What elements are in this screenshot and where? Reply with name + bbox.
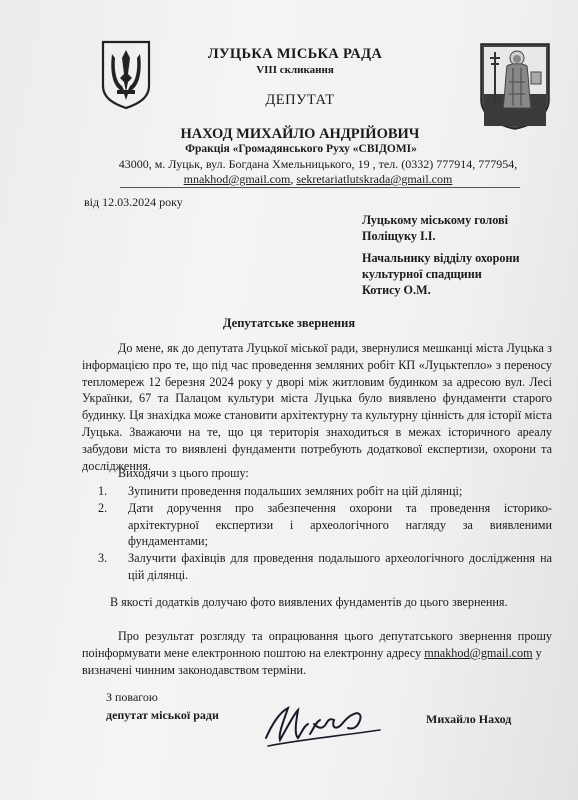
handwritten-signature — [258, 694, 388, 754]
list-number: 1. — [98, 484, 108, 498]
email-link-secretariat[interactable]: sekretariatlutskrada@gmail.com — [296, 172, 453, 186]
text-line: Залучити фахівців для проведення подальшого археологічного дослідження на — [128, 551, 552, 566]
office-address: 43000, м. Луцьк, вул. Богдана Хмельницького, 19 , тел. (0332) 777914, 777954, — [118, 157, 518, 171]
addressee-line: Начальнику відділу охорони — [362, 251, 520, 265]
convocation: VIII скликання — [256, 64, 334, 76]
text-line: забудови міста то виявлені фундаменти потребують додаткової експертизи, охорони та — [82, 441, 552, 456]
addressee-line: Поліщуку І.І. — [362, 229, 436, 243]
addressee-line: Луцькому міському голові — [362, 213, 508, 227]
closing-regards: З повагою — [106, 690, 158, 704]
lutsk-coat-of-arms-icon — [479, 42, 551, 130]
text-line: Дати доручення про забезпечення охорони та проведення історико- — [128, 500, 552, 515]
text-segment: поінформувати мене електронною поштою на електронну адресу — [82, 645, 425, 660]
faction-name: Фракція «Громадянського Руху «СВІДОМІ» — [185, 143, 417, 155]
email-link-personal[interactable]: mnakhod@gmail.com — [183, 172, 291, 186]
attachment-note: В якості додатків долучаю фото виявлених фундаментів до цього звернення. — [110, 595, 508, 609]
list-item — [98, 550, 552, 584]
paragraph-main — [82, 340, 552, 474]
addressee-heritage-dept — [362, 250, 520, 298]
text-line: архітектурної експертизи і археологічного нагляду за виявленими — [128, 517, 552, 532]
text-line: Зупинити проведення подальших земляних робіт на цій ділянці; — [128, 484, 463, 498]
signer-name: Михайло Наход — [426, 712, 512, 726]
list-number: 2. — [98, 500, 108, 515]
text-line: Про результат розгляду та опрацювання цього депутатського звернення прошу — [118, 629, 552, 643]
text-line: будинку. Ця знахідка може становити архітектурну та культурну цінність для історії міста — [82, 408, 552, 423]
contact-emails — [118, 172, 518, 187]
email-link-response[interactable]: mnakhod@gmail.com — [424, 645, 533, 660]
text-line: цій ділянці. — [128, 567, 189, 582]
text-line: Луцька. Зважаючи на те, що ця територія знаходиться в межах історичного ареалу — [82, 424, 552, 439]
text-line: тепломереж 12 березня 2024 року у дворі між житловим будинком за адресою вул. Лесі — [82, 374, 552, 389]
tryzub-emblem-icon — [100, 40, 152, 110]
list-number: 3. — [98, 551, 108, 566]
email-separator: , — [290, 172, 297, 186]
addressee-line: Котису О.М. — [362, 283, 431, 297]
header-divider — [120, 187, 520, 188]
deputy-label: ДЕПУТАТ — [265, 92, 335, 108]
document-title: Депутатське звернення — [222, 316, 356, 330]
letter-date: від 12.03.2024 року — [84, 195, 183, 209]
text-line: Українки, 67 та Палацом культури міста Луцька було виявлено фундаменти старого — [82, 391, 552, 406]
addressee-mayor — [362, 212, 508, 244]
addressee-line: культурної спадщини — [362, 267, 482, 281]
request-intro: Виходячи з цього прошу: — [118, 466, 249, 480]
text-line — [82, 645, 552, 662]
list-item — [98, 500, 552, 550]
signer-position: депутат міської ради — [106, 708, 219, 722]
text-segment: у — [532, 645, 542, 660]
text-line: До мене, як до депутата Луцької міської ради, звернулися мешканці міста Луцька з — [118, 341, 552, 355]
text-line: інформацією про те, що під час проведення земляних робіт КП «Луцьктепло» з переносу — [82, 357, 552, 372]
list-item — [98, 483, 552, 500]
paragraph-response — [82, 628, 552, 678]
text-line: дослідження. — [82, 458, 152, 473]
deputy-name: НАХОД МИХАЙЛО АНДРІЙОВИЧ — [180, 126, 420, 142]
text-line: визначені чинним законодавством терміни. — [82, 662, 307, 677]
request-list — [98, 483, 552, 584]
council-title: ЛУЦЬКА МІСЬКА РАДА — [207, 46, 383, 62]
text-line: фундаментами; — [128, 534, 208, 549]
